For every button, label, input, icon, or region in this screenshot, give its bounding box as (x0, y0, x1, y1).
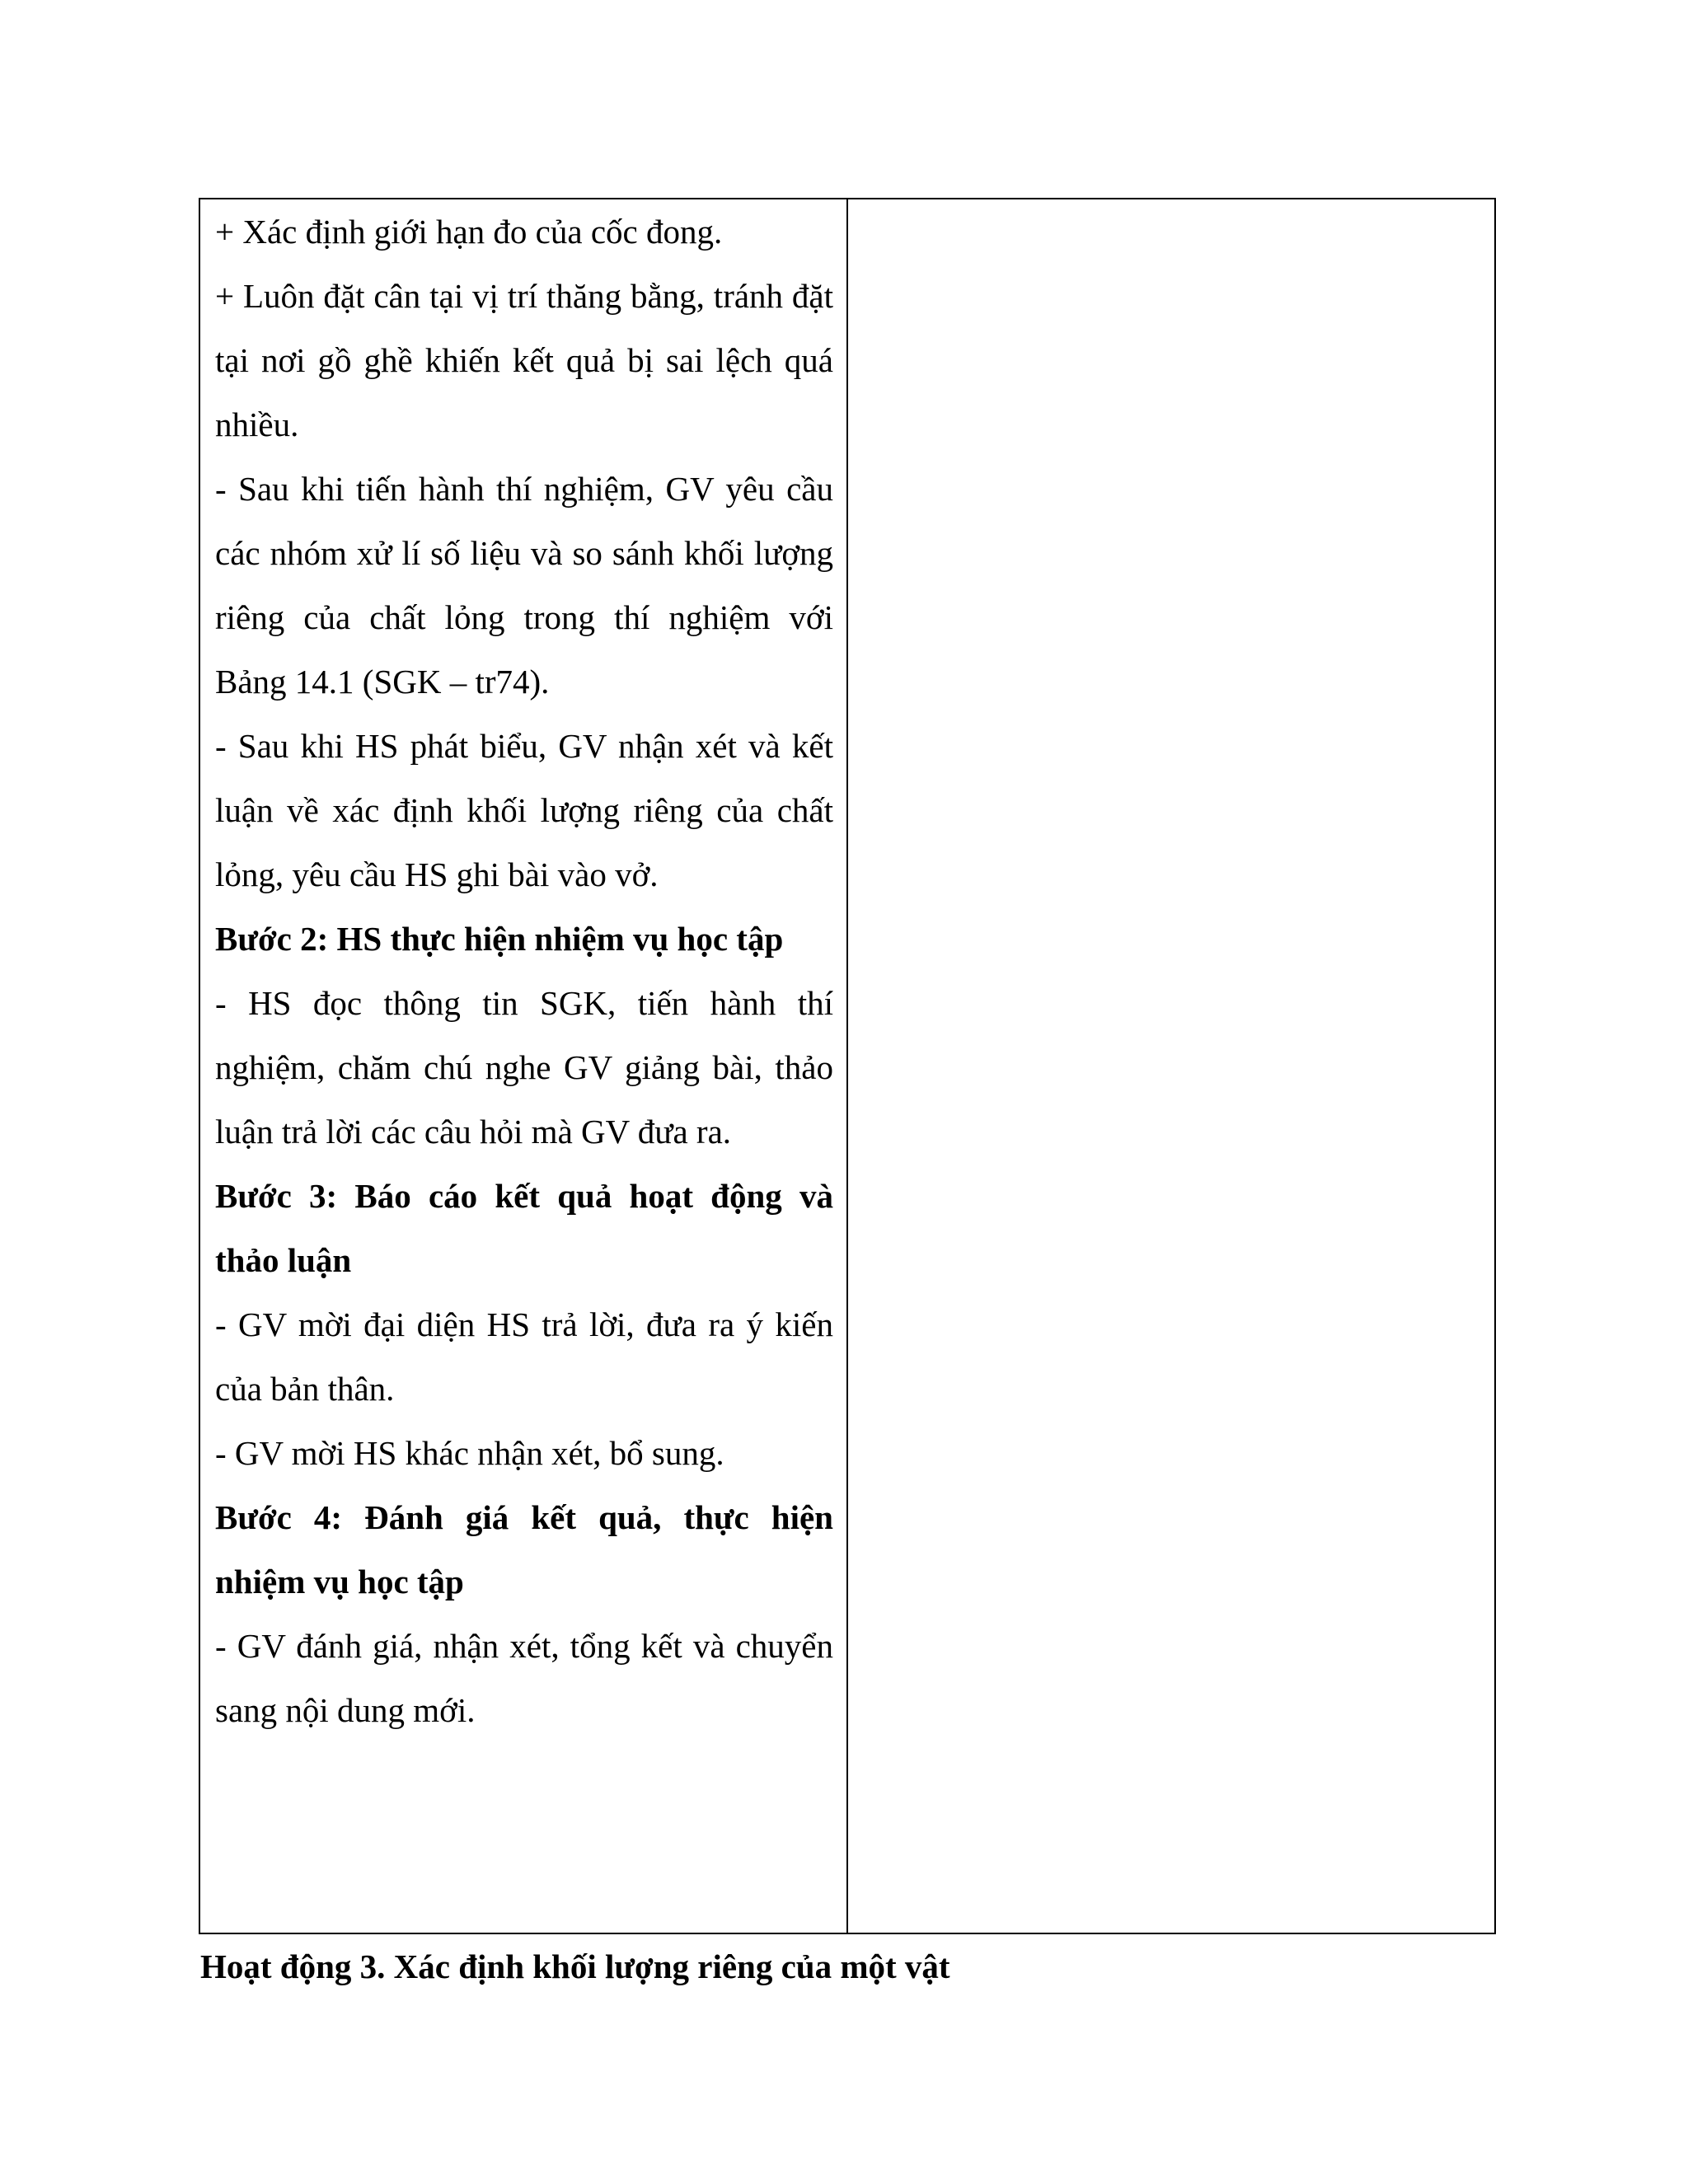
lesson-table (199, 198, 1496, 1934)
step-2-heading: Bước 2: HS thực hiện nhiệm vụ học tập (215, 920, 784, 958)
paragraph-teacher-conclusion: - Sau khi HS phát biểu, GV nhận xét và kết luận về xác định khối lượng riêng của chất lỏng, yêu cầu HS ghi bài vào vở. (215, 727, 833, 893)
paragraph-students-perform: - HS đọc thông tin SGK, tiến hành thí nghiệm, chăm chú nghe GV giảng bài, thảo luận trả lời các câu hỏi mà GV đưa ra. (215, 984, 833, 1151)
paragraph-teacher-summary: - GV đánh giá, nhận xét, tổng kết và chuyển sang nội dung mới. (215, 1627, 833, 1729)
teacher-activities-cell (200, 199, 848, 1933)
paragraph-student-answer: - GV mời đại diện HS trả lời, đưa ra ý kiến của bản thân. (215, 1305, 833, 1408)
step-3-heading: Bước 3: Báo cáo kết quả hoạt động và thảo luận (215, 1177, 833, 1279)
activity-3-heading: Hoạt động 3. Xác định khối lượng riêng của một vật (200, 1947, 950, 1985)
step-4-heading: Bước 4: Đánh giá kết quả, thực hiện nhiệm vụ học tập (215, 1498, 833, 1601)
teacher-activities-text (215, 199, 833, 1742)
paragraph-scale-balance: + Luôn đặt cân tại vị trí thăng bằng, tránh đặt tại nơi gồ ghề khiến kết quả bị sai lệch quá nhiều. (215, 277, 833, 443)
paragraph-process-data: - Sau khi tiến hành thí nghiệm, GV yêu cầu các nhóm xử lí số liệu và so sánh khối lượng riêng của chất lỏng trong thí nghiệm với Bảng 14.1 (SGK – tr74). (215, 470, 833, 701)
paragraph-peer-comment: - GV mời HS khác nhận xét, bổ sung. (215, 1434, 724, 1472)
paragraph-cup-limit: + Xác định giới hạn đo của cốc đong. (215, 213, 723, 251)
expected-results-cell (848, 199, 1494, 1933)
